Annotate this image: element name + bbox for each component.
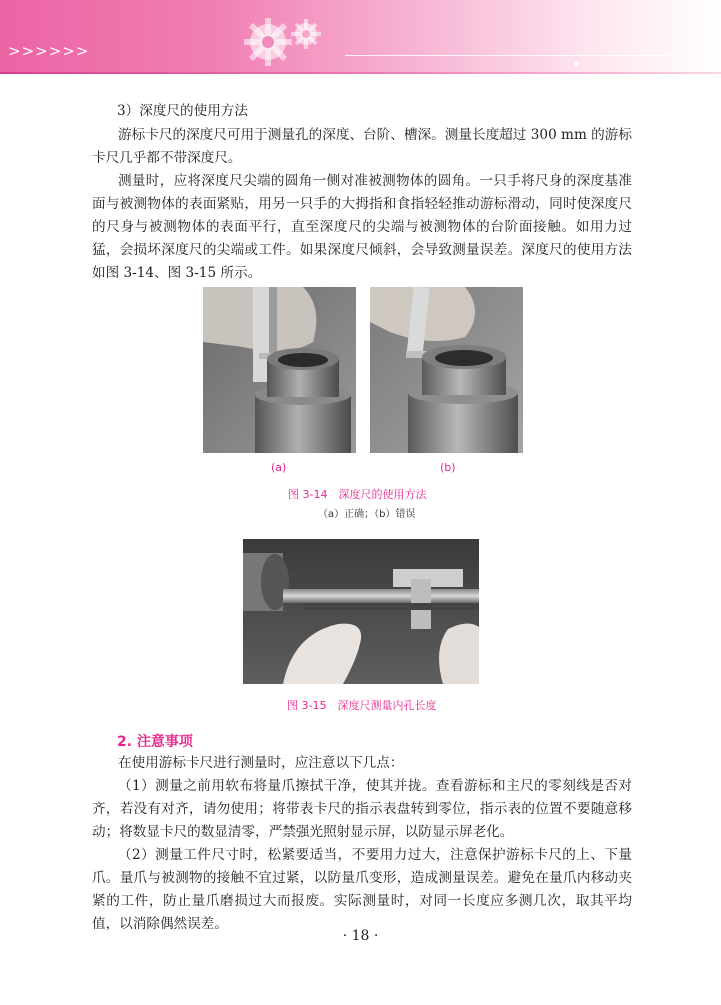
page-number: · 18 · <box>342 928 379 944</box>
figure-3-14b-photo <box>370 287 523 453</box>
section-2-intro: 在使用游标卡尺进行测量时，应注意以下几点： <box>118 755 404 771</box>
figure-3-15-caption: 图 3-15 深度尺测量内孔长度 <box>287 699 437 712</box>
subsection-title: 3）深度尺的使用方法 <box>117 103 248 119</box>
section-2-item-1: （1）测量之前用软布将量爪擦拭干净，使其并拢。查看游标和主尺的零刻线是否对齐，若没有对齐，请勿使用；将带表卡尺的指示表盘转到零位，指示表的位置不要随意移动；将数显卡尺的数显清零，严禁强光照射显示屏，以防显示屏老化。 <box>92 778 632 840</box>
figure-3-15-photo <box>243 539 479 684</box>
section-2-title: 2. 注意事项 <box>117 734 193 750</box>
gears-icon <box>236 12 346 70</box>
header-divider <box>0 72 721 74</box>
figure-3-14-caption: 图 3-14 深度尺的使用方法 <box>288 488 427 501</box>
section-2-item-2: （2）测量工件尺寸时，松紧要适当，不要用力过大，注意保护游标卡尺的上、下量爪。量爪与被测物的接触不宜过紧，以防量爪变形，造成测量误差。避免在量爪内移动夹紧的工件，防止量爪磨损过大而报废。实际测量时，对同一长度应多测几次，取其平均值，以消除偶然误差。 <box>92 847 632 932</box>
figure-3-14b-label: (b) <box>440 461 456 474</box>
figure-3-14a-photo <box>203 287 356 453</box>
figure-3-14a-label: (a) <box>271 461 287 474</box>
header-dot <box>574 61 579 66</box>
paragraph-1: 游标卡尺的深度尺可用于测量孔的深度、台阶、槽深。测量长度超过 300 mm 的游标卡尺几乎都不带深度尺。 <box>92 127 632 166</box>
paragraph-2: 测量时，应将深度尺尖端的圆角一侧对准被测物体的圆角。一只手将尺身的深度基准面与被测物体的表面紧贴，用另一只手的大拇指和食指轻轻推动游标滑动，同时使深度尺的尺身与被测物体的表面平行，直至深度尺的尖端与被测物体的台阶面接触。如用力过猛，会损坏深度尺的尖端或工件。如果深度尺倾斜，会导致测量误差。深度尺的使用方法如图 3-14、图 3-15 所示。 <box>92 173 632 281</box>
header-thin-line <box>345 55 675 56</box>
figure-3-14-subcaption: （a）正确；（b）错误 <box>318 509 416 520</box>
header-banner <box>0 0 721 72</box>
chevron-decoration: >>>>>> <box>8 42 90 60</box>
